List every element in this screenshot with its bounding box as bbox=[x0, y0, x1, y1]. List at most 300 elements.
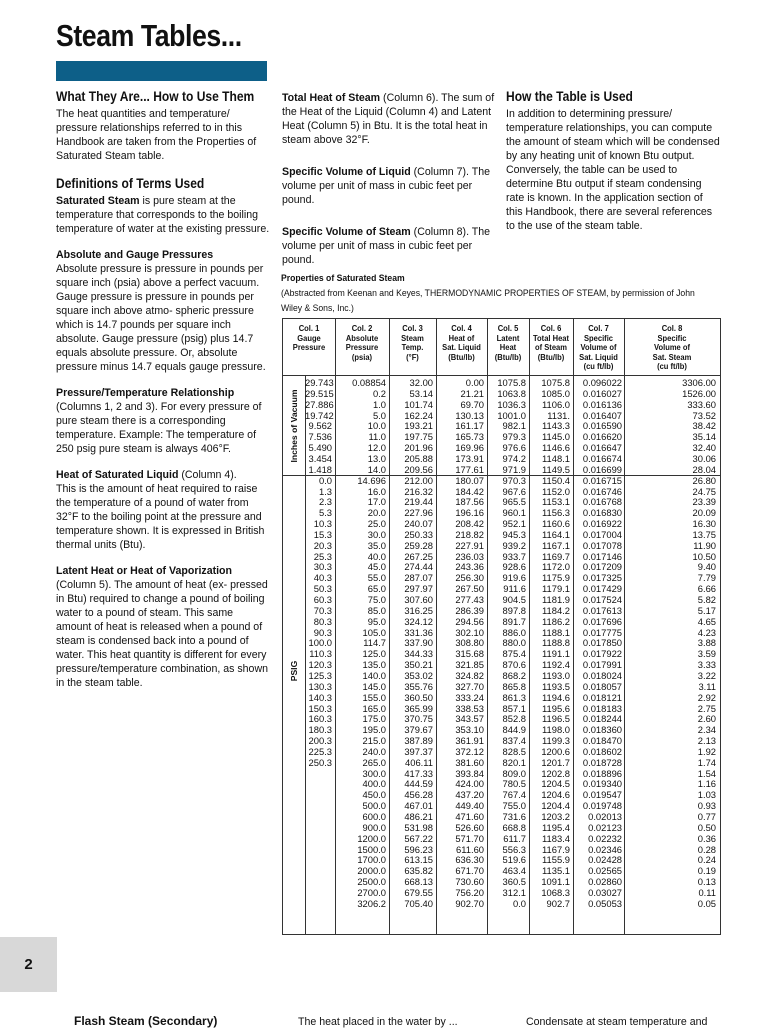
table-cell-col8: 3306.00 bbox=[682, 377, 716, 388]
table-cell-col7: 0.018244 bbox=[582, 713, 622, 725]
table-cell-col2: 450.0 bbox=[362, 789, 386, 801]
table-cell-col3: 613.15 bbox=[404, 854, 433, 866]
table-cell-col8: 16.30 bbox=[692, 518, 716, 530]
table-cell-col2: 300.0 bbox=[362, 767, 386, 779]
table-cell-col7: 0.016136 bbox=[582, 398, 622, 410]
table-cell-col6: 1068.3 bbox=[541, 886, 570, 898]
table-cell-col4: 0.00 bbox=[465, 377, 484, 388]
table-row bbox=[283, 724, 720, 735]
table-cell-col5: 933.7 bbox=[502, 550, 526, 562]
table-cell-col4: 471.60 bbox=[455, 811, 484, 822]
table-cell-col4: 256.30 bbox=[455, 572, 484, 584]
table-cell-col6: 1192.4 bbox=[542, 659, 570, 671]
table-cell-col4: 338.53 bbox=[455, 702, 484, 714]
table-cell-col5: 974.2 bbox=[502, 452, 526, 464]
table-row bbox=[283, 540, 720, 551]
table-row bbox=[283, 735, 720, 746]
saturated-steam-paragraph bbox=[56, 194, 271, 236]
table-cell-col8: 30.06 bbox=[692, 452, 716, 464]
table-cell-col7: 0.018183 bbox=[582, 702, 622, 714]
column-header-5: Col. 5 Latent Heat (Btu/lb) bbox=[494, 323, 522, 362]
table-cell-col5: 519.6 bbox=[502, 854, 526, 866]
table-cell-col4: 165.73 bbox=[455, 431, 484, 443]
table-row bbox=[283, 561, 720, 572]
total-heat-paragraph bbox=[282, 91, 498, 147]
table-cell-col7: 0.017850 bbox=[582, 637, 622, 649]
table-cell-col5: 556.3 bbox=[502, 843, 526, 855]
table-row bbox=[283, 648, 720, 659]
table-cell-col8: 0.50 bbox=[697, 821, 716, 833]
table-cell-col5: 611.7 bbox=[503, 832, 526, 844]
table-cell-col8: 1.03 bbox=[697, 789, 716, 801]
table-cell-col7: 0.016027 bbox=[582, 387, 622, 399]
table-cell-col2: 155.0 bbox=[362, 691, 386, 703]
table-cell-col7: 0.018602 bbox=[582, 745, 622, 757]
table-cell-col5: 880.0 bbox=[502, 637, 526, 649]
right-column bbox=[506, 88, 722, 245]
table-cell-col8: 2.34 bbox=[697, 724, 716, 736]
table-cell-col6: 1149.5 bbox=[542, 463, 570, 475]
table-cell-col1: 29.515 bbox=[305, 387, 334, 399]
table-cell-col7: 0.017078 bbox=[582, 539, 622, 551]
table-cell-col4: 730.60 bbox=[455, 876, 484, 888]
table-cell-col3: 350.21 bbox=[404, 659, 433, 671]
heat-sat-liquid-heading-line bbox=[56, 468, 271, 482]
table-row bbox=[283, 377, 720, 388]
table-cell-col7: 0.017209 bbox=[582, 561, 622, 573]
table-cell-col2: 16.0 bbox=[367, 485, 386, 497]
table-cell-col6: 1203.2 bbox=[541, 811, 570, 822]
table-cell-col6: 1199.3 bbox=[542, 735, 570, 747]
table-cell-col4: 196.16 bbox=[455, 507, 484, 519]
table-cell-col4: 671.70 bbox=[455, 865, 484, 877]
table-cell-col1: 5.3 bbox=[318, 507, 332, 519]
table-cell-col2: 13.0 bbox=[367, 452, 386, 464]
table-cell-col3: 397.37 bbox=[404, 745, 433, 757]
table-cell-col1: 60.3 bbox=[313, 594, 332, 605]
table-cell-col2: 65.0 bbox=[367, 583, 386, 595]
table-cell-col3: 635.82 bbox=[404, 865, 433, 877]
table-cell-col7: 0.016830 bbox=[582, 507, 622, 519]
table-cell-col6: 1202.8 bbox=[541, 767, 570, 779]
table-cell-col5: 979.3 bbox=[502, 431, 526, 443]
table-cell-col2: 2700.0 bbox=[357, 886, 386, 898]
table-cell-col7: 0.02428 bbox=[588, 854, 622, 866]
table-cell-col2: 1.0 bbox=[372, 398, 386, 410]
table-cell-col6: 1175.9 bbox=[542, 572, 570, 584]
table-cell-col7: 0.019547 bbox=[582, 789, 622, 801]
steam-table bbox=[282, 318, 721, 935]
table-cell-col5: 886.0 bbox=[502, 626, 526, 638]
table-cell-col5: 928.6 bbox=[502, 561, 526, 573]
column-header-1: Col. 1 Gauge Pressure bbox=[292, 323, 326, 353]
table-row bbox=[283, 605, 720, 616]
table-cell-col6: 1172.0 bbox=[542, 561, 570, 573]
table-cell-col1: 150.3 bbox=[308, 702, 332, 714]
table-cell-col8: 2.13 bbox=[697, 735, 716, 747]
table-row bbox=[283, 865, 720, 876]
table-row bbox=[283, 844, 720, 855]
table-cell-col6: 1181.9 bbox=[542, 594, 570, 605]
table-cell-col1: 29.743 bbox=[305, 377, 334, 388]
table-cell-col7: 0.016620 bbox=[582, 431, 622, 443]
table-cell-col6: 1198.0 bbox=[542, 724, 570, 736]
table-cell-col1: 7.536 bbox=[308, 431, 332, 443]
table-cell-col6: 1204.6 bbox=[541, 789, 570, 801]
table-row bbox=[283, 713, 720, 724]
table-cell-col5: 828.5 bbox=[502, 745, 526, 757]
table-cell-col5: 911.6 bbox=[503, 583, 526, 595]
table-cell-col7: 0.02123 bbox=[588, 821, 622, 833]
table-cell-col7: 0.018057 bbox=[582, 680, 622, 692]
table-cell-col3: 162.24 bbox=[404, 409, 433, 421]
table-cell-col7: 0.017325 bbox=[582, 572, 622, 584]
pressure-temperature-paragraph: (Columns 1, 2 and 3). For every pressure of pure steam there is a corresponding temperature. Example: The temperature of 250 psig pure steam is always 406°F. bbox=[56, 401, 262, 455]
table-cell-col1: 70.3 bbox=[313, 604, 332, 616]
table-cell-col7: 0.016647 bbox=[582, 442, 622, 454]
table-cell-col6: 1155.9 bbox=[542, 854, 570, 866]
table-cell-col8: 10.50 bbox=[692, 550, 716, 562]
table-cell-col1: 250.3 bbox=[308, 756, 332, 768]
table-cell-col6: 1164.1 bbox=[542, 528, 570, 540]
table-cell-col3: 365.99 bbox=[404, 702, 433, 714]
table-cell-col7: 0.016590 bbox=[582, 420, 622, 432]
table-cell-col3: 297.97 bbox=[404, 583, 433, 595]
heading-definitions: Definitions of Terms Used bbox=[56, 175, 205, 191]
table-cell-col2: 114.7 bbox=[363, 637, 386, 649]
table-cell-col6: 1191.1 bbox=[542, 648, 570, 660]
table-cell-col5: 897.8 bbox=[502, 604, 526, 616]
table-row bbox=[283, 692, 720, 703]
table-cell-col3: 259.28 bbox=[404, 539, 433, 551]
table-cell-col5: 971.9 bbox=[502, 463, 526, 475]
table-cell-col8: 38.42 bbox=[692, 420, 716, 432]
table-title: Properties of Saturated Steam bbox=[281, 272, 405, 283]
table-cell-col4: 236.03 bbox=[455, 550, 484, 562]
table-cell-col4: 571.70 bbox=[455, 832, 484, 844]
table-cell-col1: 120.3 bbox=[308, 659, 332, 671]
table-row bbox=[283, 464, 720, 475]
heading-what-they-are: What They Are... How to Use Them bbox=[56, 88, 255, 104]
table-cell-col6: 1156.3 bbox=[542, 507, 570, 519]
table-cell-col4: 321.85 bbox=[455, 659, 484, 671]
table-cell-col2: 900.0 bbox=[362, 821, 386, 833]
table-cell-col3: 307.60 bbox=[404, 594, 433, 605]
table-cell-col8: 6.66 bbox=[697, 583, 716, 595]
table-cell-col1: 200.3 bbox=[308, 735, 332, 747]
table-row bbox=[283, 442, 720, 453]
table-cell-col3: 209.56 bbox=[404, 463, 433, 475]
table-cell-col2: 105.0 bbox=[362, 626, 386, 638]
table-cell-col5: 1036.3 bbox=[497, 398, 526, 410]
table-cell-col7: 0.018360 bbox=[582, 724, 622, 736]
table-cell-col7: 0.017775 bbox=[582, 626, 622, 638]
table-cell-col3: 287.07 bbox=[404, 572, 433, 584]
table-cell-col3: 227.96 bbox=[404, 507, 433, 519]
table-cell-col2: 125.0 bbox=[362, 648, 386, 660]
table-row bbox=[283, 854, 720, 865]
table-cell-col7: 0.019748 bbox=[582, 800, 622, 812]
table-cell-col6: 1075.8 bbox=[541, 377, 570, 388]
table-cell-col5: 820.1 bbox=[502, 756, 526, 768]
table-row bbox=[283, 496, 720, 507]
table-cell-col6: 1184.2 bbox=[542, 604, 570, 616]
table-cell-col7: 0.017696 bbox=[582, 615, 622, 627]
table-cell-col5: 852.8 bbox=[502, 713, 526, 725]
column-header-6: Col. 6 Total Heat of Steam (Btu/lb) bbox=[533, 323, 569, 362]
table-cell-col4: 69.70 bbox=[460, 398, 484, 410]
table-cell-col6: 1188.1 bbox=[542, 626, 570, 638]
table-cell-col7: 0.02565 bbox=[588, 865, 622, 877]
table-cell-col3: 406.11 bbox=[405, 756, 433, 768]
table-cell-col6: 1091.1 bbox=[541, 876, 570, 888]
table-row bbox=[283, 746, 720, 757]
table-cell-col3: 387.89 bbox=[404, 735, 433, 747]
table-cell-col3: 205.88 bbox=[404, 452, 433, 464]
table-cell-col6: 1200.6 bbox=[541, 745, 570, 757]
title-accent-bar bbox=[56, 61, 267, 81]
table-row bbox=[283, 800, 720, 811]
table-cell-col2: 35.0 bbox=[367, 539, 386, 551]
table-cell-col2: 45.0 bbox=[367, 561, 386, 573]
table-cell-col4: 294.56 bbox=[455, 615, 484, 627]
table-cell-col8: 1.92 bbox=[697, 745, 716, 757]
table-cell-col5: 312.1 bbox=[502, 886, 526, 898]
table-cell-col4: 393.84 bbox=[455, 767, 484, 779]
table-row bbox=[283, 583, 720, 594]
table-cell-col4: 187.56 bbox=[455, 496, 484, 508]
heading-latent-heat: Latent Heat or Heat of Vaporization bbox=[56, 565, 232, 577]
table-cell-col7: 0.016674 bbox=[582, 452, 622, 464]
table-row bbox=[283, 572, 720, 583]
table-cell-col7: 0.018728 bbox=[582, 756, 622, 768]
table-cell-col3: 267.25 bbox=[404, 550, 433, 562]
table-cell-col6: 1169.7 bbox=[542, 550, 570, 562]
middle-column bbox=[282, 91, 498, 279]
table-row bbox=[283, 420, 720, 431]
table-cell-col5: 1075.8 bbox=[497, 377, 526, 388]
footer-text-fragment: The heat placed in the water by ... bbox=[298, 1016, 458, 1028]
table-cell-col2: 0.2 bbox=[372, 387, 386, 399]
table-cell-col2: 0.08854 bbox=[352, 377, 386, 388]
saturated-steam-term: Saturated Steam bbox=[56, 195, 140, 207]
table-row bbox=[283, 768, 720, 779]
table-row bbox=[283, 453, 720, 464]
table-cell-col8: 3.88 bbox=[697, 637, 716, 649]
table-cell-col3: 360.50 bbox=[404, 691, 433, 703]
heading-absolute-gauge: Absolute and Gauge Pressures bbox=[56, 249, 214, 261]
table-cell-col7: 0.017146 bbox=[582, 550, 622, 562]
saturated-steam-text: is pure steam at the temperature that corresponds to the boiling temperature of water at the existing pressure. bbox=[56, 195, 270, 235]
table-cell-col2: 240.0 bbox=[362, 745, 386, 757]
table-cell-col6: 1167.9 bbox=[542, 843, 570, 855]
table-cell-col5: 865.8 bbox=[502, 680, 526, 692]
table-cell-col5: 463.4 bbox=[502, 865, 526, 877]
table-cell-col4: 437.20 bbox=[455, 789, 484, 801]
spec-vol-steam-text: (Column 8). The volume per unit of mass in cubic feet per pound. bbox=[282, 226, 491, 266]
table-cell-col6: 1193.5 bbox=[542, 680, 570, 692]
table-cell-col6: 1152.0 bbox=[542, 485, 570, 497]
table-cell-col7: 0.017004 bbox=[582, 528, 622, 540]
heading-how-table-used: How the Table is Used bbox=[506, 88, 633, 104]
table-cell-col1: 40.3 bbox=[313, 572, 332, 584]
table-cell-col1: 1.3 bbox=[318, 485, 332, 497]
table-cell-col5: 870.6 bbox=[502, 659, 526, 671]
column-header-4: Col. 4 Heat of Sat. Liquid (Btu/lb) bbox=[442, 323, 481, 362]
table-cell-col8: 1.16 bbox=[697, 778, 716, 790]
table-cell-col7: 0.02013 bbox=[588, 811, 622, 822]
table-cell-col8: 2.60 bbox=[697, 713, 716, 725]
table-cell-col6: 1196.5 bbox=[542, 713, 570, 725]
table-row bbox=[283, 594, 720, 605]
table-cell-col1: 9.562 bbox=[308, 420, 332, 432]
table-cell-col5: 861.3 bbox=[502, 691, 526, 703]
table-cell-col4: 361.91 bbox=[455, 735, 484, 747]
table-cell-col7: 0.02232 bbox=[588, 832, 622, 844]
table-cell-col4: 353.10 bbox=[455, 724, 484, 736]
table-cell-col6: 1195.6 bbox=[542, 702, 570, 714]
group-label-psig: PSIG bbox=[289, 660, 299, 681]
table-cell-col3: 444.59 bbox=[404, 778, 433, 790]
vacuum-psig-divider bbox=[283, 475, 720, 476]
table-cell-col2: 135.0 bbox=[362, 659, 386, 671]
table-cell-col2: 85.0 bbox=[367, 604, 386, 616]
table-cell-col3: 344.33 bbox=[404, 648, 433, 660]
table-row bbox=[283, 410, 720, 421]
table-cell-col2: 17.0 bbox=[367, 496, 386, 508]
table-cell-col7: 0.018121 bbox=[582, 691, 622, 703]
table-cell-col4: 130.13 bbox=[455, 409, 484, 421]
table-cell-col6: 1106.0 bbox=[542, 398, 570, 410]
table-cell-col8: 13.75 bbox=[692, 528, 716, 540]
table-cell-col6: 1145.0 bbox=[542, 431, 570, 443]
table-cell-col1: 25.3 bbox=[313, 550, 332, 562]
table-cell-col4: 902.70 bbox=[455, 897, 484, 909]
table-cell-col7: 0.016768 bbox=[582, 496, 622, 508]
table-cell-col6: 1167.1 bbox=[542, 539, 570, 551]
table-row bbox=[283, 388, 720, 399]
table-cell-col2: 95.0 bbox=[367, 615, 386, 627]
table-cell-col4: 169.96 bbox=[455, 442, 484, 454]
total-heat-text: (Column 6). The sum of the Heat of the Liquid (Column 4) and Latent Heat (Column 5) in Btu. It is the total heat in steam above 32°F. bbox=[282, 92, 495, 146]
table-cell-col5: 976.6 bbox=[502, 442, 526, 454]
table-row bbox=[283, 670, 720, 681]
table-cell-col7: 0.016746 bbox=[582, 485, 622, 497]
table-row bbox=[283, 822, 720, 833]
table-cell-col8: 1.54 bbox=[697, 767, 716, 779]
column-header-3: Col. 3 Steam Temp. (°F) bbox=[401, 323, 424, 362]
table-cell-col5: 360.5 bbox=[502, 876, 526, 888]
table-cell-col4: 611.60 bbox=[456, 843, 484, 855]
table-cell-col4: 173.91 bbox=[455, 452, 484, 464]
table-cell-col4: 449.40 bbox=[455, 800, 484, 812]
table-cell-col1: 1.418 bbox=[308, 463, 332, 475]
table-cell-col6: 1204.4 bbox=[541, 800, 570, 812]
table-cell-col2: 1500.0 bbox=[357, 843, 386, 855]
table-cell-col3: 53.14 bbox=[409, 387, 433, 399]
table-cell-col3: 316.25 bbox=[404, 604, 433, 616]
heat-sat-liquid-column-ref: (Column 4). bbox=[178, 469, 237, 481]
table-cell-col3: 567.22 bbox=[404, 832, 433, 844]
table-cell-col8: 4.65 bbox=[697, 615, 716, 627]
table-cell-col1: 160.3 bbox=[308, 713, 332, 725]
table-cell-col2: 14.696 bbox=[357, 474, 386, 486]
table-cell-col6: 1201.7 bbox=[541, 756, 570, 768]
page-title: Steam Tables... bbox=[56, 18, 242, 53]
table-cell-col8: 28.04 bbox=[692, 463, 716, 475]
table-cell-col4: 333.24 bbox=[455, 691, 484, 703]
table-row bbox=[283, 431, 720, 442]
left-column bbox=[56, 88, 271, 702]
table-cell-col1: 225.3 bbox=[308, 745, 332, 757]
column-header-2: Col. 2 Absolute Pressure (psia) bbox=[345, 323, 379, 362]
table-cell-col2: 75.0 bbox=[367, 594, 386, 605]
table-cell-col1: 0.0 bbox=[318, 474, 332, 486]
table-cell-col3: 355.76 bbox=[404, 680, 433, 692]
table-cell-col7: 0.016922 bbox=[582, 518, 622, 530]
table-cell-col4: 286.39 bbox=[455, 604, 484, 616]
table-cell-col2: 2500.0 bbox=[357, 876, 386, 888]
table-cell-col8: 35.14 bbox=[692, 431, 716, 443]
table-cell-col3: 456.28 bbox=[404, 789, 433, 801]
column-header-7: Col. 7 Specific Volume of Sat. Liquid (cu ft/lb) bbox=[579, 323, 618, 372]
table-cell-col6: 1183.4 bbox=[542, 832, 570, 844]
table-cell-col3: 216.32 bbox=[404, 485, 433, 497]
table-row bbox=[283, 475, 720, 486]
footer-text-fragment-right: Condensate at steam temperature and bbox=[526, 1016, 708, 1028]
table-cell-col4: 161.17 bbox=[455, 420, 484, 432]
table-cell-col4: 277.43 bbox=[455, 594, 484, 605]
table-cell-col6: 1186.2 bbox=[542, 615, 570, 627]
table-cell-col4: 180.07 bbox=[455, 474, 484, 486]
table-cell-col2: 55.0 bbox=[367, 572, 386, 584]
table-cell-col2: 25.0 bbox=[367, 518, 386, 530]
table-cell-col8: 0.05 bbox=[697, 897, 716, 909]
table-cell-col2: 145.0 bbox=[362, 680, 386, 692]
table-cell-col8: 333.60 bbox=[687, 398, 716, 410]
table-cell-col2: 10.0 bbox=[367, 420, 386, 432]
table-row bbox=[283, 681, 720, 692]
table-cell-col8: 7.79 bbox=[697, 572, 716, 584]
table-cell-col5: 939.2 bbox=[502, 539, 526, 551]
table-cell-col2: 40.0 bbox=[367, 550, 386, 562]
table-cell-col7: 0.018024 bbox=[582, 669, 622, 681]
table-cell-col6: 1160.6 bbox=[542, 518, 570, 530]
table-cell-col2: 3206.2 bbox=[357, 897, 386, 909]
latent-heat-paragraph: (Column 5). The amount of heat (ex- pressed in Btu) required to change a pound of boiling water to a pound of steam. This same amount of heat is released when a pound of steam is condensed back into a pound of water. This heat quantity is different for every pressure/temperature combination, as shown in the steam table. bbox=[56, 579, 268, 689]
table-cell-col7: 0.03027 bbox=[588, 886, 622, 898]
table-row bbox=[283, 486, 720, 497]
spec-vol-liquid-paragraph bbox=[282, 165, 498, 207]
table-cell-col8: 0.19 bbox=[697, 865, 716, 877]
table-cell-col1: 180.3 bbox=[308, 724, 332, 736]
table-cell-col4: 184.42 bbox=[455, 485, 484, 497]
table-cell-col1: 3.454 bbox=[308, 452, 332, 464]
table-row bbox=[283, 887, 720, 898]
table-cell-col6: 1179.1 bbox=[542, 583, 570, 595]
table-cell-col8: 2.92 bbox=[697, 691, 716, 703]
table-cell-col8: 0.11 bbox=[698, 886, 716, 898]
table-row bbox=[283, 789, 720, 800]
table-cell-col3: 324.12 bbox=[404, 615, 433, 627]
table-cell-col5: 919.6 bbox=[502, 572, 526, 584]
table-cell-col4: 327.70 bbox=[455, 680, 484, 692]
table-cell-col5: 952.1 bbox=[502, 518, 526, 530]
table-cell-col7: 0.019340 bbox=[582, 778, 622, 790]
table-cell-col5: 967.6 bbox=[502, 485, 526, 497]
table-caption bbox=[281, 270, 721, 315]
table-cell-col7: 0.017429 bbox=[582, 583, 622, 595]
